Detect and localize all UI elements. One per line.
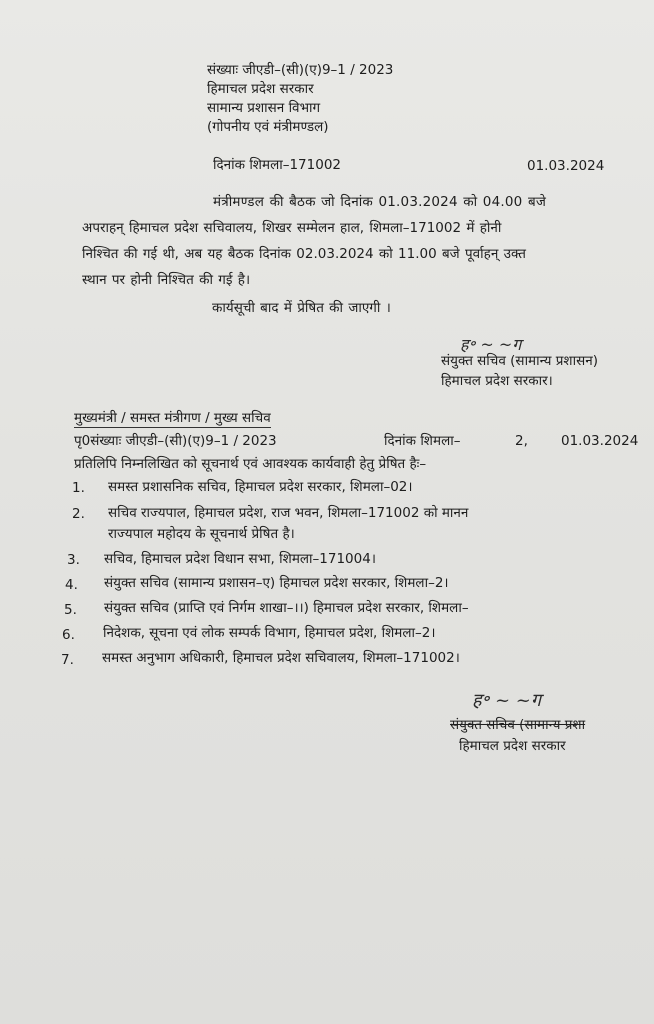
copy-item: संयुक्त सचिव (सामान्य प्रशासन–ए) हिमाचल प्रदेश सरकार, शिमला–2।: [104, 575, 449, 591]
copy-number: 2.: [72, 506, 85, 522]
copy-number: 4.: [65, 577, 78, 593]
copy-item-continuation: राज्यपाल महोदय के सूचनार्थ प्रेषित है।: [108, 526, 295, 542]
dateline-place: दिनांक शिमला–171002: [213, 157, 341, 173]
copy-number: 3.: [67, 552, 80, 568]
dateline-date: 01.03.2024: [527, 158, 605, 174]
endorsement-date: 01.03.2024: [561, 433, 639, 449]
copy-item: संयुक्त सचिव (प्राप्ति एवं निर्गम शाखा–।।) हिमाचल प्रदेश सरकार, शिमला–: [104, 600, 469, 616]
signature-scribble-1: ह॰ ~ ~ग: [460, 335, 522, 354]
copy-number: 6.: [62, 627, 75, 643]
copy-item: समस्त प्रशासनिक सचिव, हिमाचल प्रदेश सरकार, शिमला–02।: [108, 479, 413, 495]
copy-number: 7.: [61, 652, 74, 668]
section-name: (गोपनीय एवं मंत्रीमण्डल): [207, 119, 329, 135]
copy-item: सचिव, हिमाचल प्रदेश विधान सभा, शिमला–171004।: [104, 551, 376, 567]
copy-item: सचिव राज्यपाल, हिमाचल प्रदेश, राज भवन, शिमला–171002 को मानन: [108, 505, 469, 521]
signatory-org-1: हिमाचल प्रदेश सरकार।: [441, 373, 553, 389]
signatory-org-2: हिमाचल प्रदेश सरकार: [459, 738, 566, 754]
body-line-4: स्थान पर होनी निश्चित की गई है।: [82, 272, 251, 288]
letter-number: संख्याः जीएडी–(सी)(ए)9–1 / 2023: [207, 62, 394, 78]
copy-number: 5.: [64, 602, 77, 618]
signature-scribble-2: ह॰ ~ ~ग: [472, 690, 541, 711]
signatory-title-1: संयुक्त सचिव (सामान्य प्रशासन): [441, 353, 598, 369]
copy-item: निदेशक, सूचना एवं लोक सम्पर्क विभाग, हिमाचल प्रदेश, शिमला–2।: [103, 625, 436, 641]
endorsement-number: पृ0संख्याः जीएडी–(सी)(ए)9–1 / 2023: [74, 433, 277, 449]
copy-number: 1.: [72, 480, 85, 496]
body-line-3: निश्चित की गई थी, अब यह बैठक दिनांक 02.03.2024 को 11.00 बजे पूर्वाहन् उक्त: [82, 246, 526, 262]
signatory-title-2: संयुक्त सचिव (सामान्य प्रशा: [450, 717, 586, 733]
department-name: सामान्य प्रशासन विभाग: [207, 100, 321, 116]
endorsement-place: दिनांक शिमला–: [384, 433, 461, 449]
body-line-1: मंत्रीमण्डल की बैठक जो दिनांक 01.03.2024 को 04.00 बजे: [213, 194, 547, 210]
body-line-5: कार्यसूची बाद में प्रेषित की जाएगी ।: [212, 300, 391, 316]
government-name: हिमाचल प्रदेश सरकार: [207, 81, 314, 97]
addressee: मुख्यमंत्री / समस्त मंत्रीगण / मुख्य सचिव: [74, 410, 271, 426]
endorsement-seq: 2,: [515, 433, 528, 449]
copy-item: समस्त अनुभाग अधिकारी, हिमाचल प्रदेश सचिवालय, शिमला–171002।: [102, 650, 460, 666]
endorsement-intro: प्रतिलिपि निम्नलिखित को सूचनार्थ एवं आवश्यक कार्यवाही हेतु प्रेषित हैः–: [74, 456, 427, 472]
body-line-2: अपराहन् हिमाचल प्रदेश सचिवालय, शिखर सम्मेलन हाल, शिमला–171002 में होनी: [82, 220, 502, 236]
